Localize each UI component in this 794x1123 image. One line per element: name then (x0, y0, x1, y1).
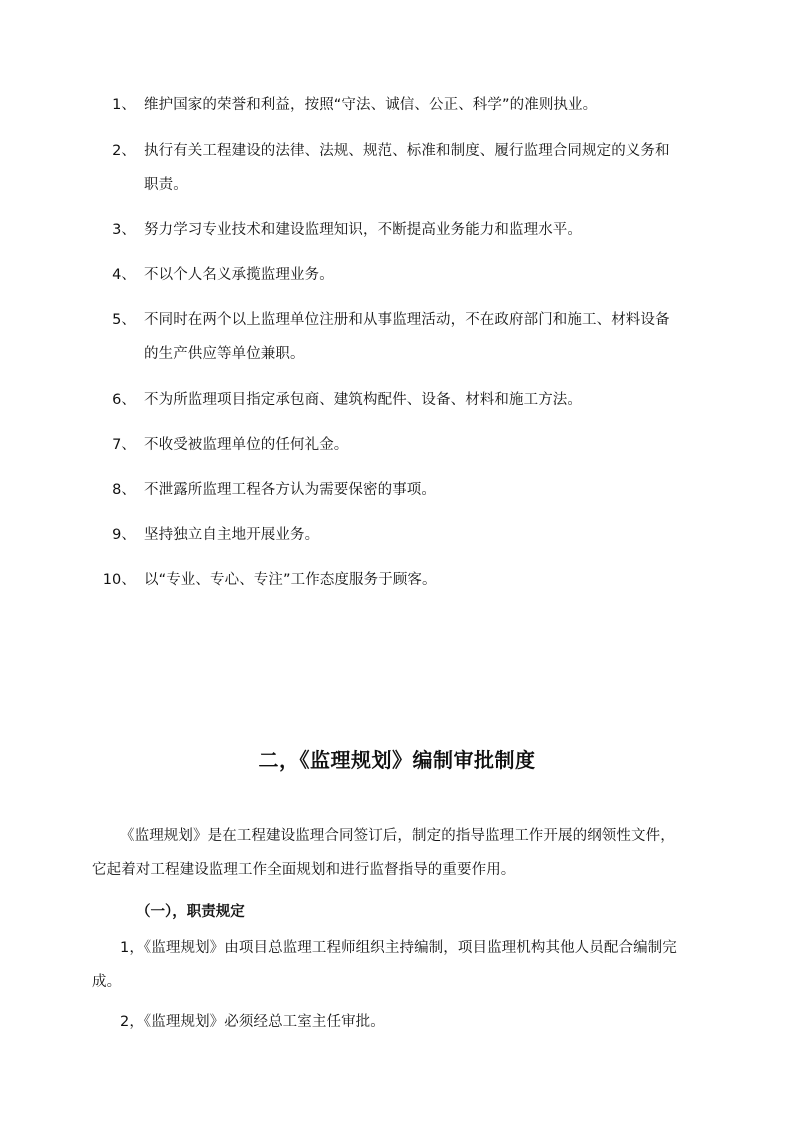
list-item-continuation: 职责。 (144, 177, 188, 193)
list-item-number: 6、 (112, 392, 136, 408)
list-item-number: 10、 (102, 572, 136, 588)
list-item-number: 2、 (112, 143, 136, 159)
list-item-text: 维护国家的荣誉和利益，按照“守法、诚信、公正、科学”的准则执业。 (144, 97, 598, 113)
list-item-text: 不同时在两个以上监理单位注册和从事监理活动，不在政府部门和施工、材料设备 (144, 312, 670, 328)
list-item-text: 努力学习专业技术和建设监理知识，不断提高业务能力和监理水平。 (144, 222, 582, 238)
list-item-text: 不以个人名义承揽监理业务。 (144, 267, 334, 283)
list-item-number: 9、 (112, 527, 136, 543)
list-item-text: 不为所监理项目指定承包商、建筑构配件、设备、材料和施工方法。 (144, 392, 582, 408)
list-item-text: 执行有关工程建设的法律、法规、规范、标准和制度、履行监理合同规定的义务和 (144, 143, 670, 159)
clause-paragraph-2: 2，《监理规划》必须经总工室主任审批。 (120, 1014, 385, 1030)
list-item-number: 1、 (112, 97, 136, 113)
intro-paragraph-line-2: 它起着对工程建设监理工作全面规划和进行监督指导的重要作用。 (92, 862, 516, 878)
list-item-number: 7、 (112, 437, 136, 453)
list-item-text: 不泄露所监理工程各方认为需要保密的事项。 (144, 482, 436, 498)
list-item-number: 8、 (112, 482, 136, 498)
clause-paragraph-line-2: 成。 (92, 974, 122, 990)
list-item-continuation: 的生产供应等单位兼职。 (144, 346, 305, 362)
list-item-number: 5、 (112, 312, 136, 328)
subsection-heading: （一），职责规定 (136, 904, 245, 920)
intro-paragraph-line-1: 《监理规划》是在工程建设监理合同签订后，制定的指导监理工作开展的纲领性文件， (120, 828, 675, 844)
list-item-number: 4、 (112, 267, 136, 283)
clause-paragraph-line-1: 1，《监理规划》由项目总监理工程师组织主持编制，项目监理机构其他人员配合编制完 (120, 940, 677, 956)
list-item-text: 坚持独立自主地开展业务。 (144, 527, 320, 543)
list-item-text: 不收受被监理单位的任何礼金。 (144, 437, 349, 453)
section-heading: 二，《监理规划》编制审批制度 (258, 748, 536, 772)
list-item-number: 3、 (112, 222, 136, 238)
list-item-text: 以“专业、专心、专注”工作态度服务于顾客。 (144, 572, 437, 588)
